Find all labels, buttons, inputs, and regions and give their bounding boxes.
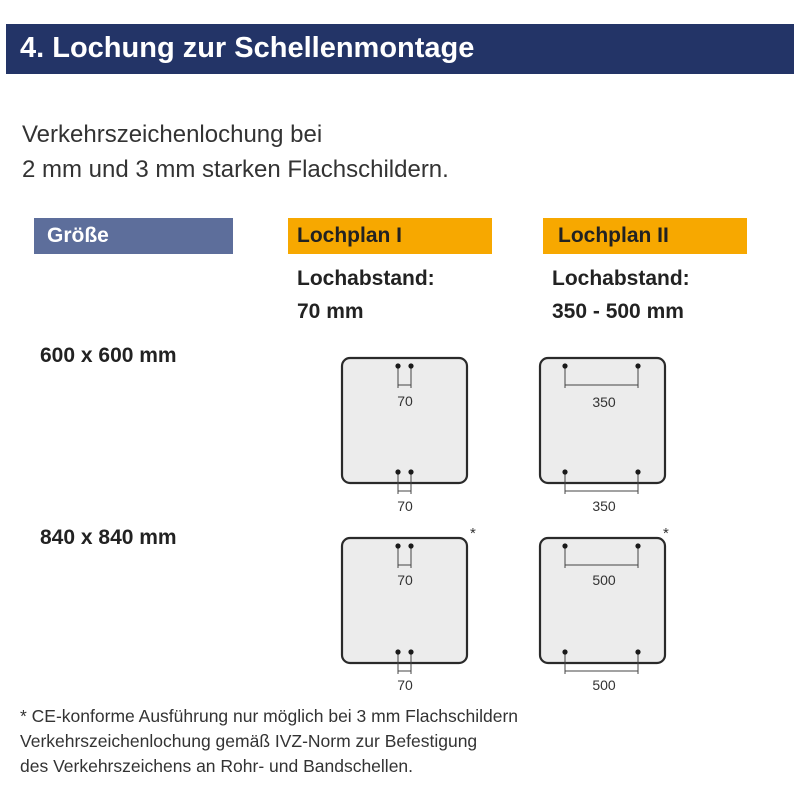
plan1-spacing-label [297, 262, 435, 328]
plan2-600-bottom-distance: 350 [592, 498, 616, 514]
plan1-840-bottom-distance: 70 [397, 677, 413, 693]
plan1-840-asterisk: * [470, 525, 476, 542]
size-label-600: 600 x 600 mm [40, 344, 177, 367]
plan1-600-top-distance: 70 [397, 393, 413, 409]
plan2-spacing-label [552, 262, 690, 328]
plan2-plate-600 [528, 350, 678, 520]
plan2-column-header: Lochplan II [543, 218, 747, 254]
page-title: 4. Lochung zur Schellenmontage [20, 32, 475, 64]
intro-line-1: Verkehrszeichenlochung bei [22, 121, 323, 148]
plan2-840-top-distance: 500 [592, 572, 616, 588]
plan1-plate-840 [330, 525, 480, 700]
intro-line-2: 2 mm und 3 mm starken Flachschildern. [22, 156, 449, 183]
plan2-600-top-distance: 350 [592, 394, 616, 410]
plan1-spacing-value: 70 mm [297, 300, 364, 323]
plan1-spacing-title: Lochabstand: [297, 267, 435, 290]
plan1-840-top-distance: 70 [397, 572, 413, 588]
size-column-header: Größe [34, 218, 233, 254]
title-bar [6, 24, 794, 74]
plan2-plate-840 [528, 525, 678, 700]
plan1-column-header: Lochplan I [288, 218, 492, 254]
plan2-spacing-value: 350 - 500 mm [552, 300, 684, 323]
footnote-ce: * CE-konforme Ausführung nur möglich bei 3 mm Flachschildern [20, 706, 518, 726]
size-label-840: 840 x 840 mm [40, 526, 177, 549]
plan1-plate-600 [330, 350, 480, 520]
plan2-840-bottom-distance: 500 [592, 677, 616, 693]
footnote-ivz: Verkehrszeichenlochung gemäß IVZ-Norm zur Befestigung [20, 731, 478, 751]
plan1-600-bottom-distance: 70 [397, 498, 413, 514]
plan2-spacing-title: Lochabstand: [552, 267, 690, 290]
plan2-840-asterisk: * [663, 525, 669, 542]
footnote-mounting: des Verkehrszeichens an Rohr- und Bandschellen. [20, 756, 414, 776]
